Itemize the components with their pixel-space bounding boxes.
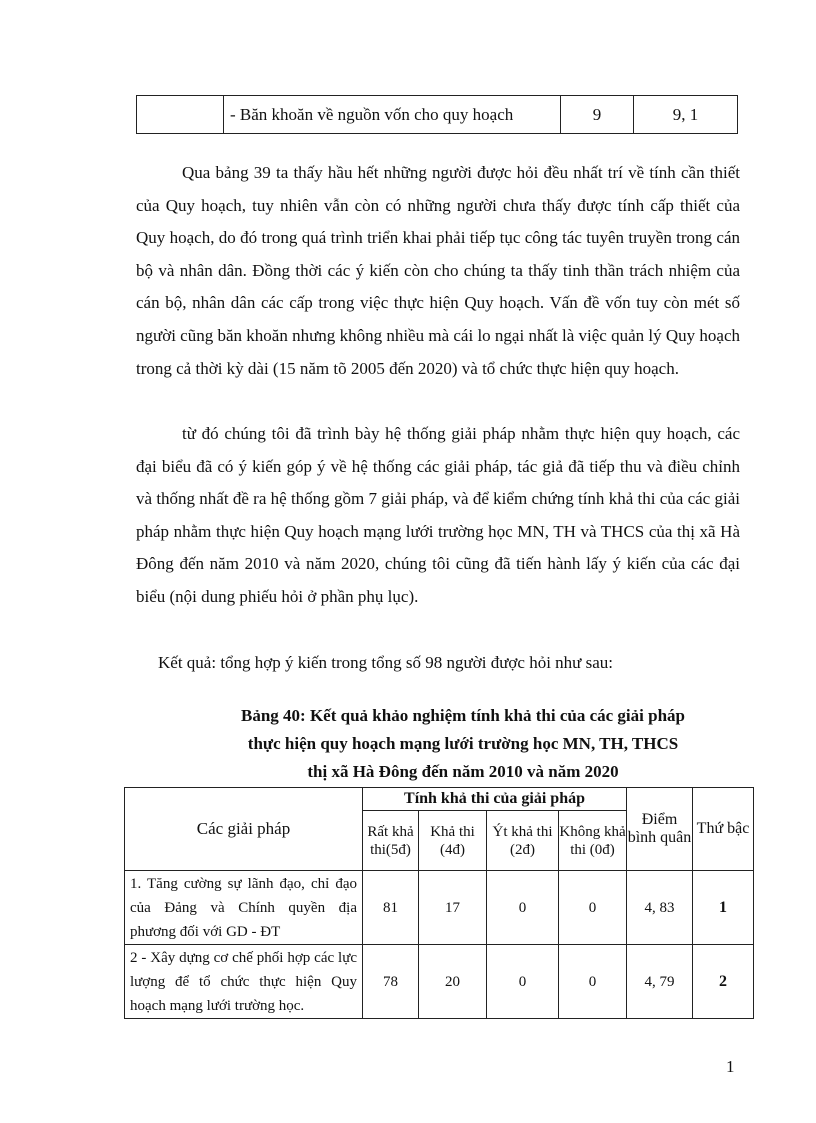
- value-average-score: 4, 79: [627, 945, 693, 1019]
- header-not-feasible: Không khả thi (0đ): [559, 811, 627, 871]
- table-header-row: [125, 788, 754, 811]
- value-average-score: 4, 83: [627, 871, 693, 945]
- header-less-feasible: Ýt khả thi (2đ): [487, 811, 559, 871]
- value-rank: 1: [693, 871, 754, 945]
- table-cell-percent: 9, 1: [634, 96, 738, 134]
- paragraph-result-intro: Kết quả: tổng hợp ý kiến trong tổng số 98 người được hỏi như sau:: [158, 653, 614, 672]
- feasibility-table: [124, 787, 754, 1019]
- caption-line-3: thị xã Hà Đông đến năm 2010 và năm 2020: [307, 762, 619, 781]
- value-not-feasible: 0: [559, 945, 627, 1019]
- header-very-feasible: Rất khả thi(5đ): [363, 811, 419, 871]
- value-feasible: 17: [419, 871, 487, 945]
- solution-text: 2 - Xây dựng cơ chế phối hợp các lực lượng để tổ chức thực hiện Quy hoạch mạng lưới trường học.: [125, 945, 363, 1019]
- table-cell-count: 9: [561, 96, 634, 134]
- table-row: [125, 945, 754, 1019]
- caption-line-1: Bảng 40: Kết quả khảo nghiệm tính khả thi của các giải pháp: [241, 706, 685, 725]
- header-feasible: Khả thi (4đ): [419, 811, 487, 871]
- value-less-feasible: 0: [487, 945, 559, 1019]
- value-rank: 2: [693, 945, 754, 1019]
- paragraph-analysis: Qua bảng 39 ta thấy hầu hết những người được hỏi đều nhất trí về tính cần thiết của Quy hoạch, tuy nhiên vẫn còn có những người chưa thấy được tính cấp thiết của Quy hoạch, do đó trong quá trình triển khai phải tiếp tục công tác tuyên truyền trong cán bộ và nhân dân. Đồng thời các ý kiến còn cho chúng ta thấy tinh thần trách nhiệm của cán bộ, nhân dân các cấp trong việc thực hiện Quy hoạch. Vấn đề vốn tuy còn mét số người cũng băn khoăn nhưng không nhiều mà cái lo ngại nhất là việc quản lý Quy hoạch trong cả thời kỳ dài (15 năm tõ 2005 đến 2020) và tổ chức thực hiện quy hoạch.: [136, 163, 740, 378]
- header-rank: Thứ bậc: [693, 788, 754, 871]
- value-feasible: 20: [419, 945, 487, 1019]
- caption-line-2: thực hiện quy hoạch mạng lưới trường học MN, TH, THCS: [247, 734, 679, 753]
- header-average-score: Điểm bình quân: [627, 788, 693, 871]
- table-row: [125, 871, 754, 945]
- value-very-feasible: 78: [363, 945, 419, 1019]
- value-very-feasible: 81: [363, 871, 419, 945]
- solution-text: 1. Tăng cường sự lãnh đạo, chỉ đạo của Đảng và Chính quyền địa phương đối với GD - ĐT: [125, 871, 363, 945]
- value-not-feasible: 0: [559, 871, 627, 945]
- value-less-feasible: 0: [487, 871, 559, 945]
- table-caption: [136, 702, 740, 786]
- page-number: 1: [726, 1057, 735, 1076]
- header-solutions: Các giải pháp: [125, 788, 363, 871]
- header-feasibility-group: Tính khả thi của giải pháp: [363, 788, 627, 811]
- table-cell-empty: [137, 96, 224, 134]
- table-cell-item: - Băn khoăn về nguồn vốn cho quy hoạch: [224, 96, 561, 134]
- table-row: [137, 96, 738, 134]
- paragraph-solutions: từ đó chúng tôi đã trình bày hệ thống giải pháp nhằm thực hiện quy hoạch, các đại biểu đã có ý kiến góp ý về hệ thống các giải pháp, tác giả đã tiếp thu và điều chỉnh và thống nhất đề ra hệ thống gồm 7 giải pháp, và để kiểm chứng tính khả thi của các giải pháp nhằm thực hiện Quy hoạch mạng lưới trường học MN, TH và THCS của thị xã Hà Đông đến năm 2010 và năm 2020, chúng tôi cũng đã tiến hành lấy ý kiến của các đại biểu (nội dung phiếu hỏi ở phần phụ lục).: [136, 424, 740, 606]
- previous-table-last-row: [136, 95, 738, 134]
